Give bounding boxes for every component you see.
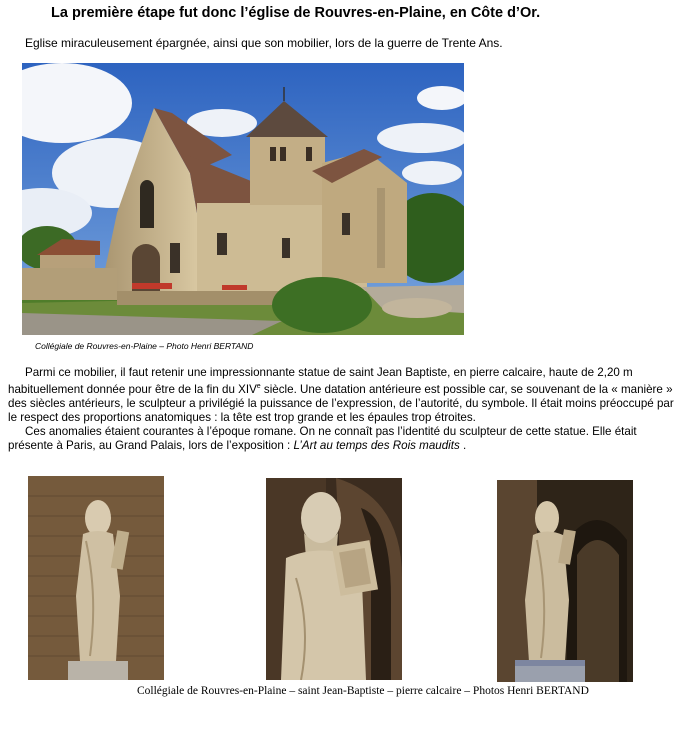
church-photo — [22, 63, 464, 335]
statue-photo-1 — [28, 476, 164, 680]
statue-photo-3 — [497, 480, 633, 682]
century-superscript: e — [256, 383, 261, 390]
exhibition-title: L’Art au temps des Rois maudits — [293, 438, 460, 452]
page-title: La première étape fut donc l’église de Rouvres-en-Plaine, en Côte d’Or. — [51, 5, 541, 21]
paragraph-1 — [8, 366, 680, 425]
paragraph-2 — [8, 425, 680, 453]
church-photo-caption: Collégiale de Rouvres-en-Plaine – Photo Henri BERTAND — [35, 341, 254, 351]
statues-caption: Collégiale de Rouvres-en-Plaine – saint Jean-Baptiste – pierre calcaire – Photos Henri BERTAND — [137, 685, 589, 697]
statue-photo-2 — [266, 478, 402, 680]
body-text — [8, 366, 680, 453]
page-subtitle: Eglise miraculeusement épargnée, ainsi que son mobilier, lors de la guerre de Trente Ans. — [25, 36, 503, 50]
paragraph-1-b: siècle. Une datation antérieure est possible car, se souvenant de la « manière » des siècles antérieurs, le sculpteur a privilégié la puissance de l’expression, de l’autorité, du symbole. Il était moins préoccupé par le respect des proportions anatomiques : la tête est trop grande et les épaules trop étroites. — [8, 382, 674, 424]
paragraph-2-a: Ces anomalies étaient courantes à l’époque romane. On ne connaît pas l’identité du sculpteur de cette statue. Elle était présente à Paris, au Grand Palais, lors de l’exposition : — [8, 424, 637, 452]
paragraph-2-b: . — [459, 438, 467, 452]
paragraph-1-a: Parmi ce mobilier, il faut retenir une impressionnante statue de saint Jean Baptiste, en pierre calcaire, haute de 2,20 m habituellement donnée pour être de la fin du XIV — [8, 366, 633, 396]
